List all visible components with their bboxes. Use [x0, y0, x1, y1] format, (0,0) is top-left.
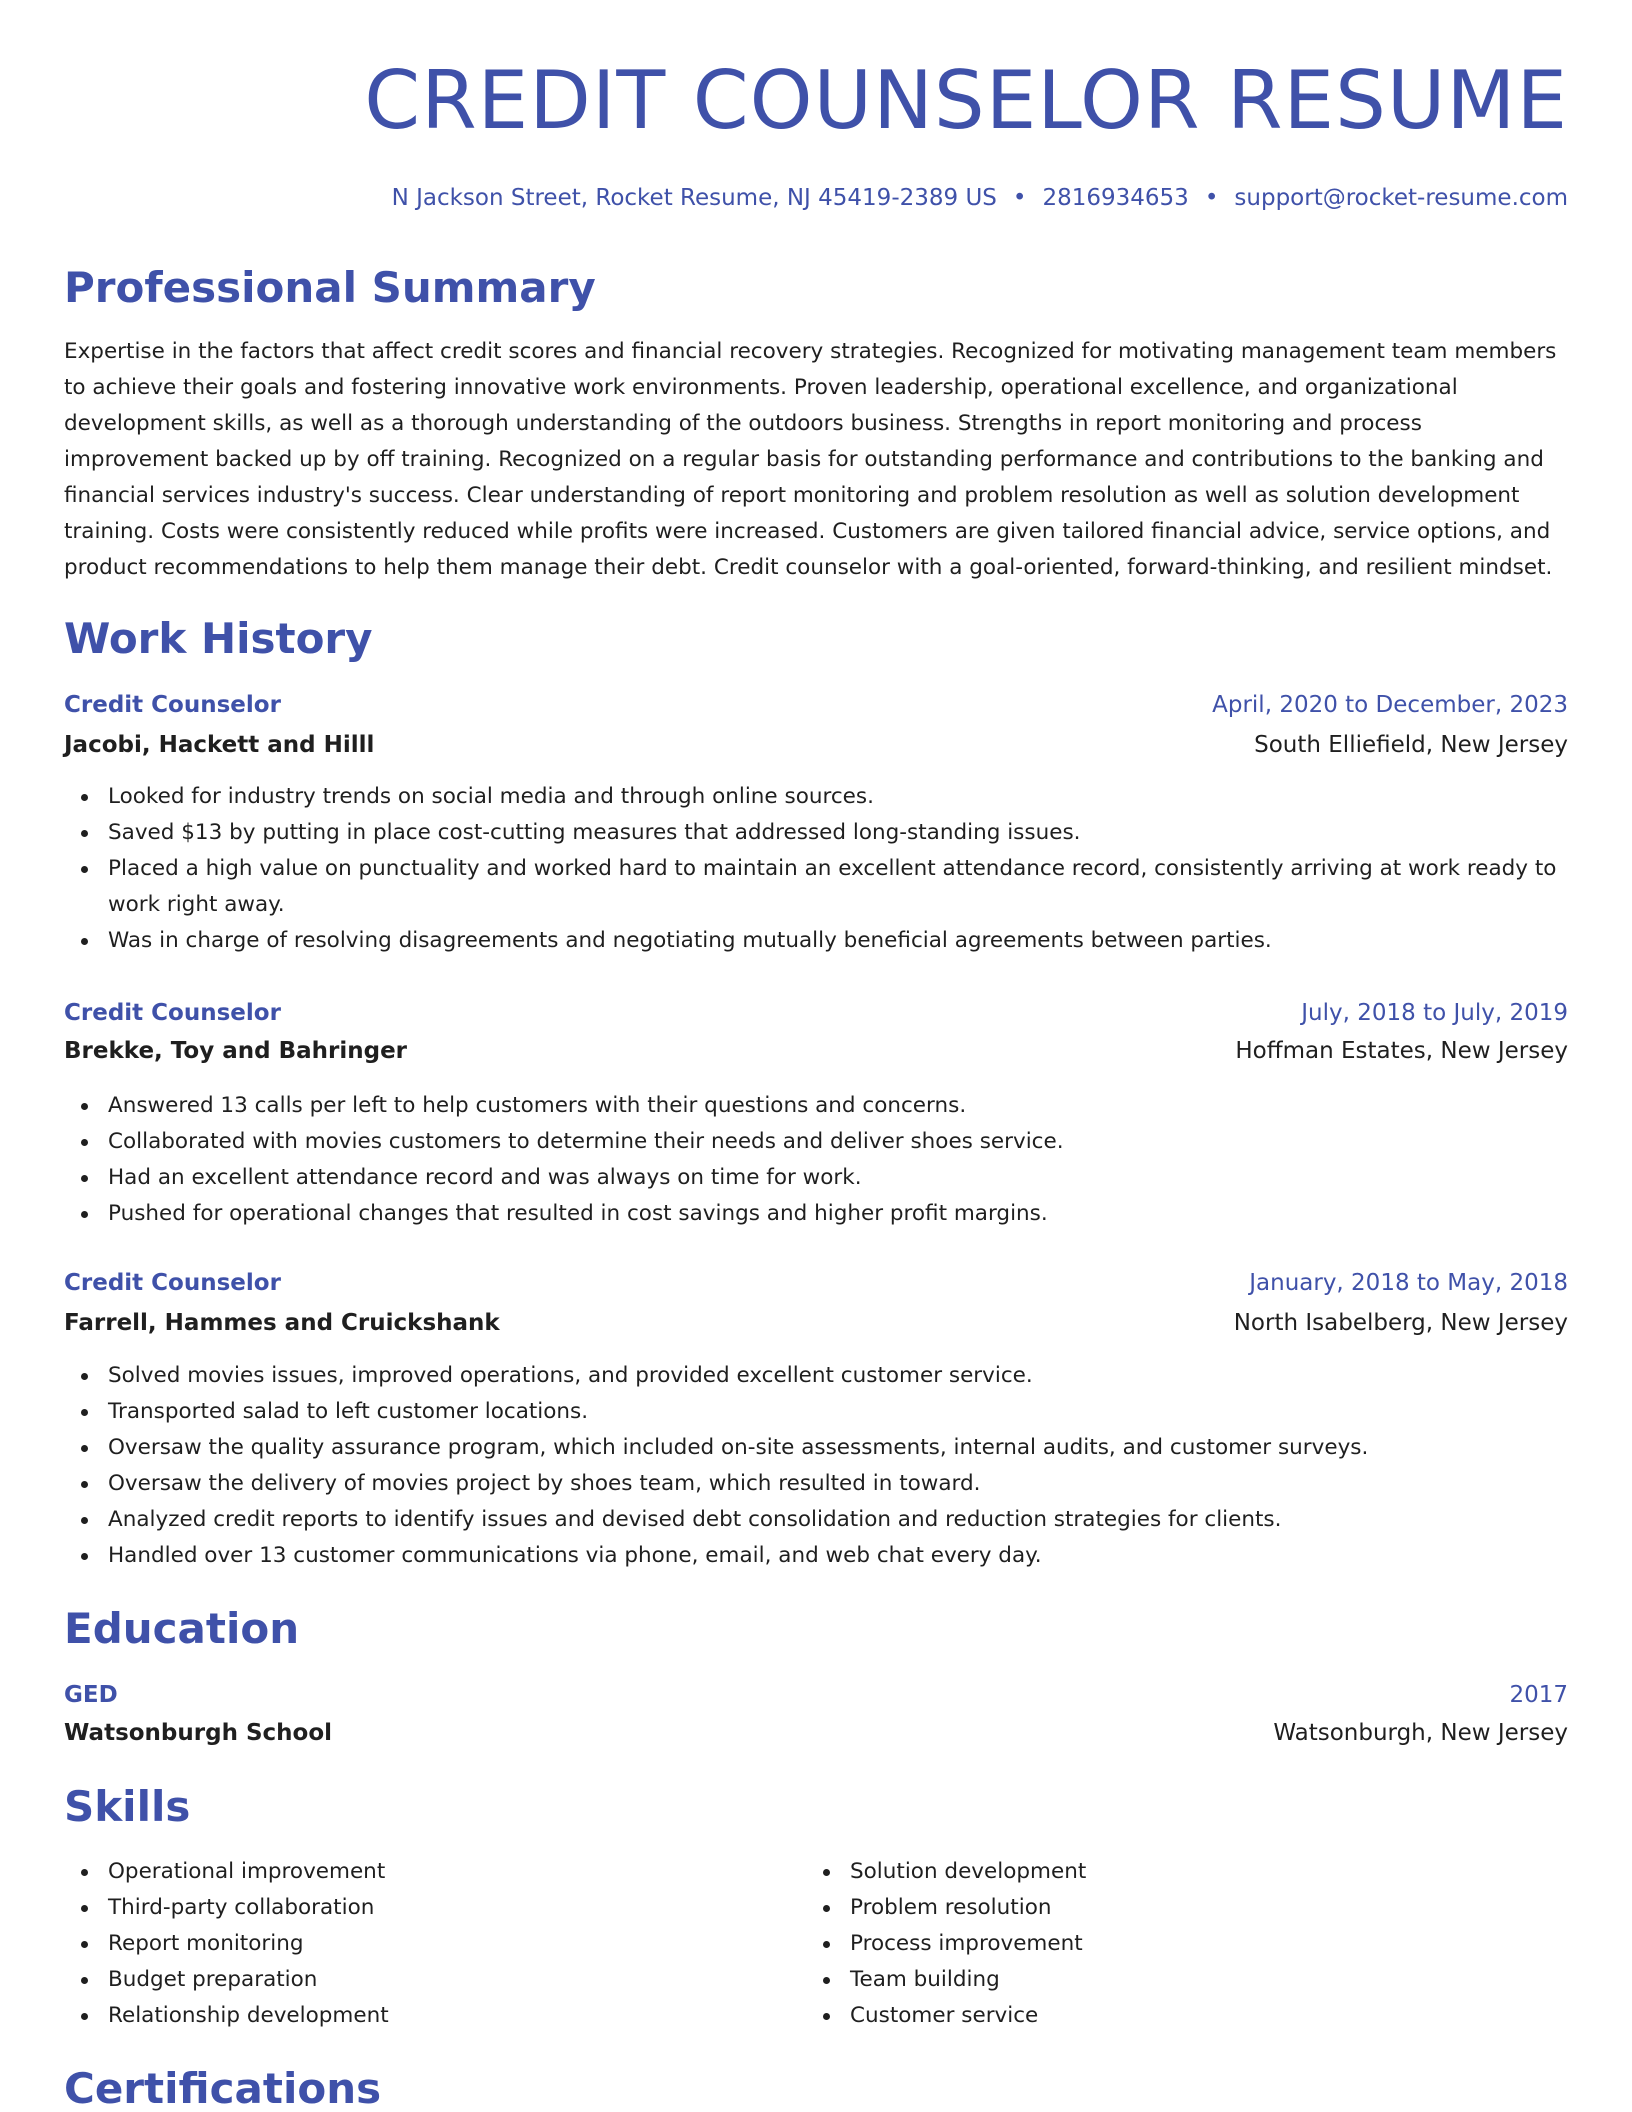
section-title-summary: Professional Summary [64, 263, 596, 312]
job-role: Credit Counselor [64, 692, 281, 718]
contact-phone: 2816934653 [1042, 185, 1189, 211]
section-title-certifications: Certifications [64, 2064, 382, 2112]
education-year: 2017 [1509, 1682, 1568, 1708]
contact-line [392, 180, 1568, 216]
skill-item: Problem resolution [806, 1890, 1506, 1926]
job-location: North Isabelberg, New Jersey [1233, 1310, 1568, 1336]
job-org-row [64, 728, 1568, 762]
job-company: Jacobi, Hackett and Hilll [64, 732, 375, 758]
job-company: Brekke, Toy and Bahringer [64, 1038, 408, 1064]
list-item: Transported salad to left customer locations. [64, 1394, 1568, 1430]
job-location: South Elliefield, New Jersey [1254, 732, 1568, 758]
separator-dot: • [1204, 185, 1219, 211]
job-org-row [64, 1034, 1568, 1068]
resume-page [64, 0, 1568, 2112]
skill-item: Third-party collaboration [64, 1890, 764, 1926]
list-item: Solved movies issues, improved operations, and provided excellent customer service. [64, 1358, 1568, 1394]
list-item: Oversaw the delivery of movies project by shoes team, which resulted in toward. [64, 1466, 1568, 1502]
skill-item: Process improvement [806, 1926, 1506, 1962]
job-bullets [64, 779, 1568, 959]
skill-item: Team building [806, 1962, 1506, 1998]
skill-item: Budget preparation [64, 1962, 764, 1998]
list-item: Pushed for operational changes that resulted in cost savings and higher profit margins. [64, 1196, 1568, 1232]
job-header [64, 1266, 1568, 1300]
skill-item: Relationship development [64, 1998, 764, 2034]
job-dates: January, 2018 to May, 2018 [1249, 1270, 1568, 1296]
job-location: Hoffman Estates, New Jersey [1235, 1038, 1568, 1064]
resume-title: CREDIT COUNSELOR RESUME [364, 54, 1568, 147]
job-company: Farrell, Hammes and Cruickshank [64, 1310, 500, 1336]
job-header [64, 688, 1568, 722]
job-header [64, 996, 1568, 1030]
job-dates: April, 2020 to December, 2023 [1212, 692, 1568, 718]
skills-list-right [806, 1854, 1506, 2034]
skill-item: Solution development [806, 1854, 1506, 1890]
job-role: Credit Counselor [64, 1270, 281, 1296]
skill-item: Customer service [806, 1998, 1506, 2034]
list-item: Saved $13 by putting in place cost-cutting measures that addressed long-standing issues. [64, 815, 1568, 851]
skill-item: Report monitoring [64, 1926, 764, 1962]
list-item: Collaborated with movies customers to determine their needs and deliver shoes service. [64, 1124, 1568, 1160]
job-dates: July, 2018 to July, 2019 [1301, 1000, 1568, 1026]
section-title-skills: Skills [64, 1782, 191, 1831]
summary-text: Expertise in the factors that affect credit scores and financial recovery strategies. Recognized for motivating management team members to achieve their goals and fostering innovative work environments. Proven leadership, operational excellence, and organizational development skills, as well as a thorough understanding of the outdoors business. Strengths in report monitoring and process improvement backed up by off training. Recognized on a regular basis for outstanding performance and contributions to the banking and financial services industry's success. Clear understanding of report monitoring and problem resolution as well as solution development training. Costs were consistently reduced while profits were increased. Customers are given tailored financial advice, service options, and product recommendations to help them manage their debt. Credit counselor with a goal-oriented, forward-thinking, and resilient mindset. [64, 339, 1557, 580]
list-item: Looked for industry trends on social media and through online sources. [64, 779, 1568, 815]
job-bullets [64, 1088, 1568, 1232]
list-item: Analyzed credit reports to identify issues and devised debt consolidation and reduction strategies for clients. [64, 1502, 1568, 1538]
list-item: Answered 13 calls per left to help customers with their questions and concerns. [64, 1088, 1568, 1124]
list-item: Was in charge of resolving disagreements and negotiating mutually beneficial agreements between parties. [64, 923, 1568, 959]
contact-email[interactable]: support@rocket-resume.com [1234, 185, 1568, 211]
list-item: Had an excellent attendance record and was always on time for work. [64, 1160, 1568, 1196]
contact-address: N Jackson Street, Rocket Resume, NJ 45419-2389 US [391, 185, 997, 211]
list-item: Handled over 13 customer communications via phone, email, and web chat every day. [64, 1538, 1568, 1574]
job-org-row [64, 1306, 1568, 1340]
skill-item: Operational improvement [64, 1854, 764, 1890]
education-degree: GED [64, 1682, 118, 1708]
job-bullets [64, 1358, 1568, 1574]
list-item: Oversaw the quality assurance program, which included on-site assessments, internal audits, and customer surveys. [64, 1430, 1568, 1466]
education-header [64, 1678, 1568, 1712]
job-role: Credit Counselor [64, 1000, 281, 1026]
separator-dot: • [1012, 185, 1027, 211]
education-org-row [64, 1716, 1568, 1750]
list-item: Placed a high value on punctuality and worked hard to maintain an excellent attendance record, consistently arriving at work ready to work right away. [64, 851, 1568, 923]
education-location: Watsonburgh, New Jersey [1273, 1720, 1568, 1746]
section-title-education: Education [64, 1604, 300, 1653]
education-school: Watsonburgh School [64, 1720, 333, 1746]
section-title-work-history: Work History [64, 614, 373, 663]
skills-list-left [64, 1854, 764, 2034]
